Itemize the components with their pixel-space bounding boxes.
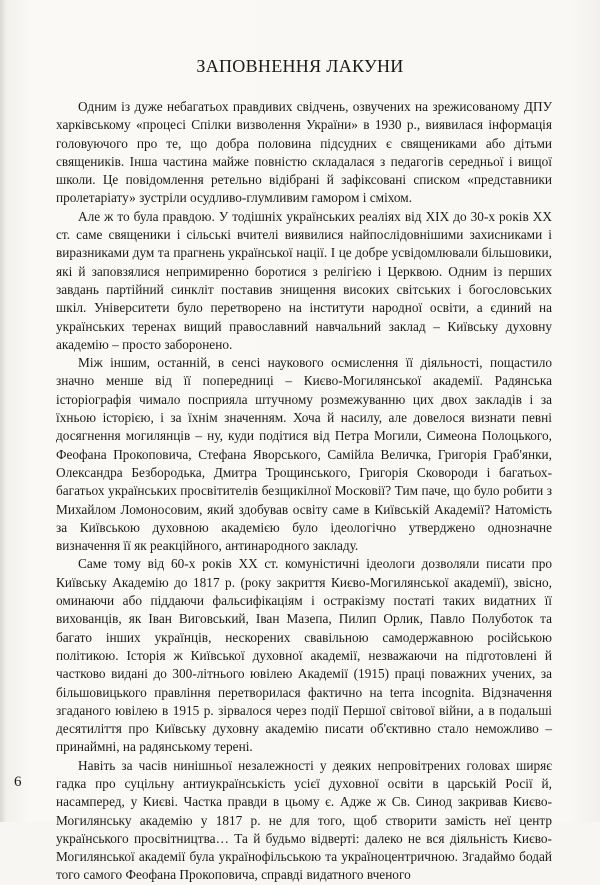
paragraph-2: Але ж то була правдою. У тодішніх українських реаліях від XIX до 30-х років XX ст. саме священики і сільські вчителі виявилися найпослідовнішими захисниками і виразниками дум та прагнень української нації. І це добре усвідомлювали більшовики, які й заповзялися непримиренно боротися з релігією і Церквою. Одним із перших завдань партійний синкліт поставив знищення високих світських і богословських шкіл. Університети було перетворено на інститути народної освіти, а єдиний на українських теренах вищий православний навчальний заклад – Київську духовну академію – просто заборонено. [56,208,552,352]
paragraph-5: Навіть за часів нинішньої незалежності у деяких непровітрених головах ширяє гадка про суцільну антиукраїнськість усієї духовної освіти в царській Росії й, насамперед, у Києві. Частка правди в цьому є. Адже ж Св. Синод закривав Києво-Могилянську академію у 1817 р. не для того, щоб створити замість неї центр українського просвітництва… Та й будьмо відверті: далеко не вся діяльність Києво-Могилянської академії була українофільською та україноцентричною. Згадаймо бодай того самого Феофана Прокоповича, справді видатного вченого [56,757,552,883]
page-gutter-shadow [0,0,6,822]
page-number: 6 [14,774,22,790]
body-text [56,98,552,885]
paragraph-4: Саме тому від 60-х років XX ст. комуністичні ідеологи дозволяли писати про Київську Академію до 1817 р. (року закриття Києво-Могилянської академії), звісно, оминаючи або піддаючи фальсифікаціям і остракізму постаті таких видатних її вихованців, як Іван Виговський, Іван Мазепа, Пилип Орлик, Павло Полуботок та багато інших українців, нескорених свавільною самодержавною російською політикою. Історія ж Київської духовної академії, незважаючи на підготовлені й частково видані до 300-літнього ювілею Академії (1915) праці поважних учених, за більшовицького правління перетворилася фактично на terra incognita. Відзначення згаданого ювілею в 1915 р. зірвалося через події Першої світової війни, а в подальші десятиліття про Київську духовну академію писати об'єктивно стало неможливо – принаймні, на радянському терені. [56,556,552,755]
paragraph-3: Між іншим, останній, в сенсі наукового осмислення її діяльності, пощастило значно менше від її попередниці – Києво-Могилянської академії. Радянська історіографія чимало посприяла штучному розмежуванню цих двох закладів і за їхньою історією, і за їхнім значенням. Хоча й насилу, але довелося визнати певні досягнення могилянців – ну, куди подітися від Петра Могили, Симеона Полоцького, Феофана Прокоповича, Стефана Яворського, Самійла Величка, Григорія Граб'янки, Олександра Безбородька, Дмитра Трощинського, Григорія Сковороди і багатьох-багатьох українських просвітителів безщикілної Московії? Тим паче, що було робити з Михайлом Ломоносовим, який здобував освіту саме в Київській Академії? Натомість за Київською духовною академією було ідеологічно утверджено однозначне визначення її як реакційного, антинародного закладу. [56,355,552,554]
chapter-title: ЗАПОВНЕННЯ ЛАКУНИ [196,56,404,76]
paragraph-1: Одним із дуже небагатьох правдивих свідчень, озвучених на зрежисованому ДПУ харківському «процесі Спілки визволення України» в 1930 р., виявилася інформація головуючого про те, що добра половина підсудних є священиками або дітьми священиків. Інша частина майже повністю складалася з педагогів середньої і вищої школи. Це повідомлення ретельно відібрані й зафіксовані списком «представники пролетаріату» зустріли осудливо-глумливим гамором і сміхом. [56,99,552,206]
